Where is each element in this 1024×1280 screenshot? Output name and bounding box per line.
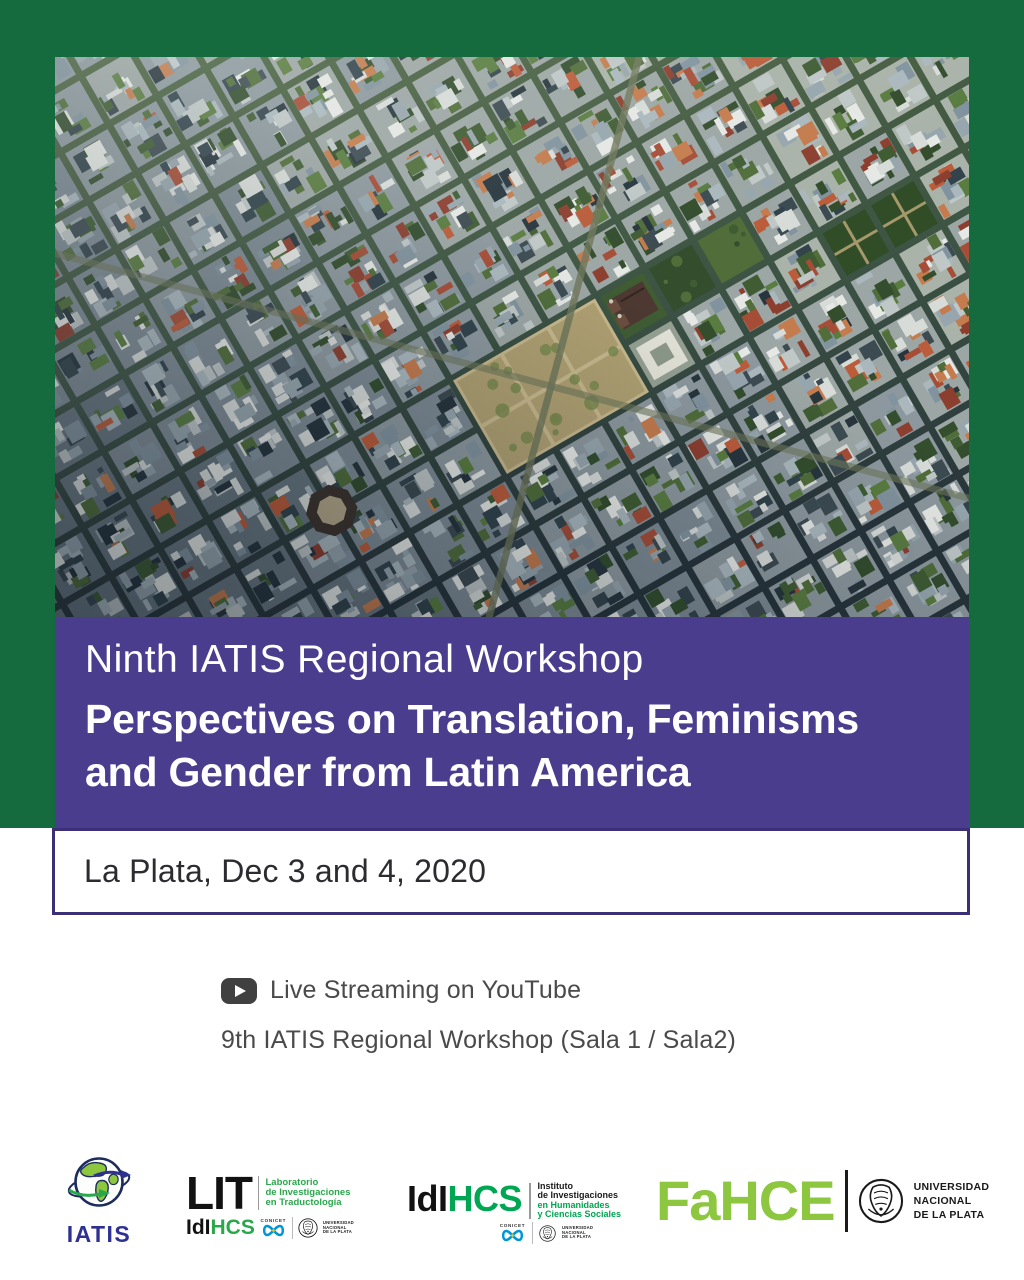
conicet-label: CONICET bbox=[499, 1223, 526, 1229]
idihcs-green-part: HCS bbox=[447, 1178, 523, 1219]
idihcs-desc-line: Instituto bbox=[537, 1181, 574, 1191]
lit-desc-line: de Investigaciones bbox=[265, 1187, 351, 1199]
divider bbox=[529, 1183, 531, 1219]
date-location-bar bbox=[52, 828, 970, 915]
lit-idihcs-logo bbox=[186, 1167, 354, 1240]
conicet-logo bbox=[260, 1218, 287, 1238]
lit-desc-line: en Traductología bbox=[265, 1196, 342, 1208]
lit-desc-line: Laboratorio bbox=[265, 1177, 319, 1189]
workshop-series-title: Ninth IATIS Regional Workshop bbox=[85, 638, 644, 681]
conicet-infinity-icon bbox=[260, 1223, 287, 1238]
live-streaming-row bbox=[221, 976, 581, 1005]
idihcs-row bbox=[407, 1178, 622, 1219]
conicet-label: CONICET bbox=[260, 1218, 287, 1223]
unlp-line: UNIVERSIDAD bbox=[562, 1225, 594, 1231]
unlp-line: NACIONAL bbox=[322, 1224, 347, 1230]
unlp-seal-icon bbox=[858, 1178, 904, 1224]
idihcs-logo bbox=[407, 1178, 622, 1244]
divider bbox=[292, 1217, 293, 1239]
lit-row bbox=[186, 1167, 354, 1219]
live-streaming-text: Live Streaming on YouTube bbox=[270, 976, 582, 1004]
unlp-seal-icon bbox=[539, 1225, 556, 1242]
unlp-line: DE LA PLATA bbox=[322, 1229, 352, 1235]
unlp-line: DE LA PLATA bbox=[913, 1209, 985, 1221]
divider bbox=[532, 1222, 533, 1244]
unlp-line: UNIVERSIDAD bbox=[322, 1220, 354, 1226]
lit-description bbox=[265, 1178, 350, 1207]
idihcs-desc-line: de Investigaciones bbox=[537, 1190, 619, 1201]
divider bbox=[258, 1176, 260, 1210]
play-triangle-icon bbox=[235, 985, 246, 997]
idihcs-green-part: HCS bbox=[210, 1216, 255, 1239]
lit-wordmark: LIT bbox=[186, 1167, 252, 1219]
iatis-globe-icon bbox=[66, 1154, 132, 1216]
streaming-channel-text: 9th IATIS Regional Workshop (Sala 1 / Sala2) bbox=[221, 1026, 737, 1054]
title-banner bbox=[55, 617, 969, 828]
unlp-line: DE LA PLATA bbox=[562, 1234, 592, 1240]
unlp-seal-text bbox=[562, 1226, 593, 1240]
idihcs-institutions-row bbox=[499, 1222, 621, 1244]
date-location-text: La Plata, Dec 3 and 4, 2020 bbox=[84, 853, 487, 889]
unlp-name-text bbox=[914, 1180, 990, 1222]
iatis-wordmark: IATIS bbox=[66, 1221, 132, 1247]
divider bbox=[845, 1170, 848, 1232]
iatis-logo bbox=[56, 1154, 142, 1248]
idihcs-black-part: IdI bbox=[186, 1216, 211, 1239]
unlp-seal-text bbox=[323, 1221, 354, 1235]
workshop-title-line1: Perspectives on Translation, Feminisms bbox=[85, 696, 859, 742]
idihcs-desc-line: y Ciencias Sociales bbox=[537, 1208, 622, 1219]
conicet-infinity-icon bbox=[499, 1228, 526, 1243]
unlp-seal-icon bbox=[298, 1218, 318, 1238]
fahce-wordmark: FaHCE bbox=[656, 1169, 835, 1232]
aerial-photo-la-plata bbox=[55, 57, 969, 617]
idihcs-black-part: IdI bbox=[407, 1178, 448, 1219]
idihcs-desc-line: en Humanidades bbox=[537, 1199, 610, 1210]
unlp-line: UNIVERSIDAD bbox=[913, 1181, 990, 1193]
unlp-line: NACIONAL bbox=[562, 1229, 586, 1235]
idihcs-description bbox=[538, 1182, 622, 1219]
youtube-play-icon bbox=[221, 978, 257, 1004]
idihcs-wordmark bbox=[407, 1178, 523, 1219]
unlp-line: NACIONAL bbox=[913, 1195, 972, 1207]
conicet-logo bbox=[499, 1223, 526, 1243]
aerial-photo-illustration bbox=[55, 57, 969, 617]
workshop-title-line2: and Gender from Latin America bbox=[85, 749, 691, 795]
lit-institutions-row bbox=[186, 1216, 354, 1240]
idihcs-small-wordmark bbox=[186, 1216, 255, 1240]
fahce-logo bbox=[656, 1170, 989, 1232]
